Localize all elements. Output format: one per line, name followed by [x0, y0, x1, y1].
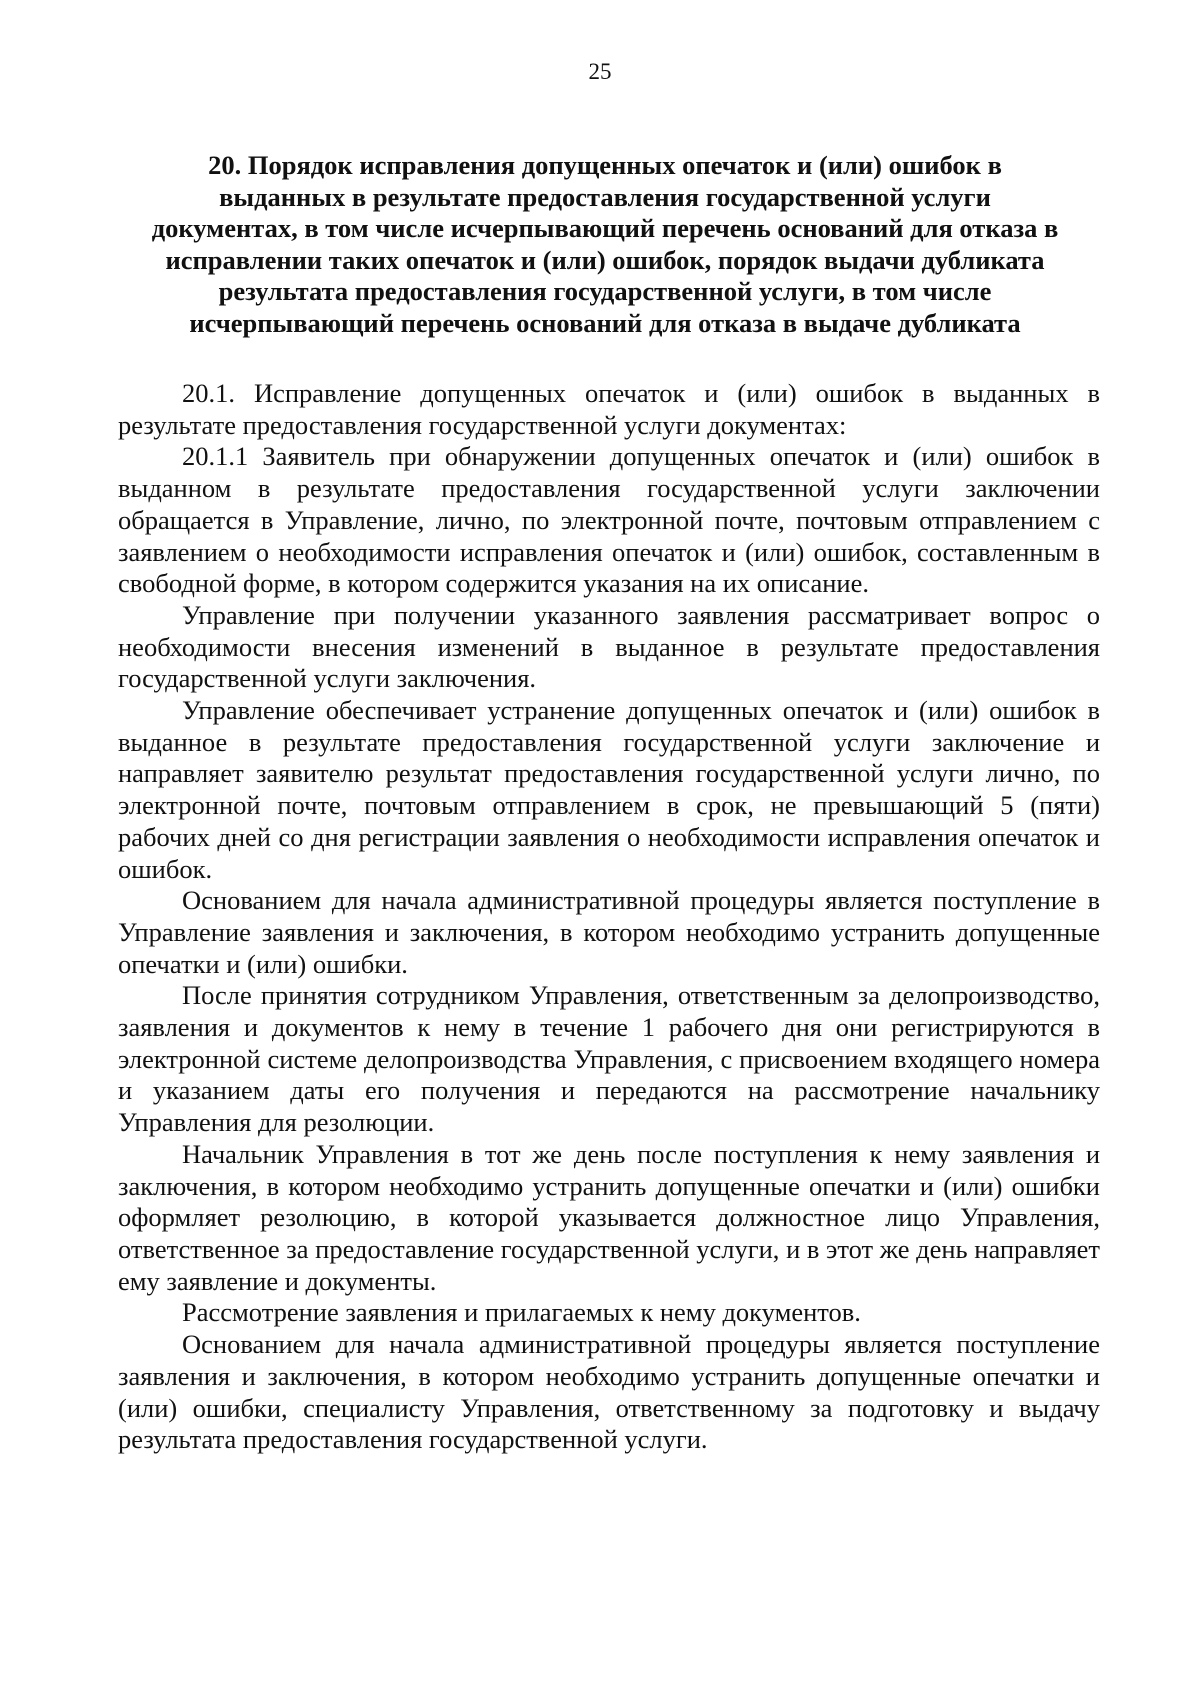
- heading-line: исправлении таких опечаток и (или) ошибок, порядок выдачи дубликата: [165, 244, 1045, 275]
- paragraph-20-1-1: 20.1.1 Заявитель при обнаружении допущенных опечаток и (или) ошибок в выданном в результате предоставления государственной услуги заключении обращается в Управление, лично, по электронной почте, почтовым отправлением с заявлением о необходимости исправления опечаток и (или) ошибок, составленным в свободной форме, в котором содержится указания на их описание.: [118, 441, 1100, 599]
- heading-line: документах, в том числе исчерпывающий перечень оснований для отказа в: [151, 213, 1059, 243]
- paragraph-20-1: 20.1. Исправление допущенных опечаток и (или) ошибок в выданных в результате предоставления государственной услуги документах:: [118, 378, 1100, 440]
- heading-line: 20. Порядок исправления допущенных опечаток и (или) ошибок в: [208, 150, 1002, 180]
- body-paragraph: Основанием для начала административной процедуры является поступление в Управление заявления и заключения, в котором необходимо устранить допущенные опечатки и (или) ошибки.: [118, 885, 1100, 979]
- body-paragraph: Начальник Управления в тот же день после поступления к нему заявления и заключения, в котором необходимо устранить допущенные опечатки и (или) ошибки оформляет резолюцию, в которой указывается должностное лицо Управления, ответственное за предоставление государственной услуги, и в этот же день направляет ему заявление и документы.: [118, 1138, 1100, 1296]
- heading-line: выданных в результате предоставления государственной услуги: [219, 181, 991, 212]
- heading-line: результата предоставления государственной услуги, в том числе: [218, 276, 992, 306]
- document-body: [118, 378, 1100, 1456]
- body-paragraph: Рассмотрение заявления и прилагаемых к нему документов.: [182, 1297, 861, 1328]
- body-paragraph: После принятия сотрудником Управления, ответственным за делопроизводство, заявления и документов к нему в течение 1 рабочего дня они регистрируются в электронной системе делопроизводства Управления, с присвоением входящего номера и указанием даты его получения и передаются на рассмотрение начальнику Управления для резолюции.: [118, 980, 1100, 1138]
- heading-line: исчерпывающий перечень оснований для отказа в выдаче дубликата: [189, 307, 1021, 338]
- section-heading: [110, 150, 1100, 339]
- page-number: 25: [588, 59, 612, 84]
- body-paragraph: Основанием для начала административной процедуры является поступление заявления и заключения, в котором необходимо устранить допущенные опечатки и (или) ошибки, специалисту Управления, ответственному за подготовку и выдачу результата предоставления государственной услуги.: [118, 1329, 1100, 1455]
- body-paragraph: Управление при получении указанного заявления рассматривает вопрос о необходимости внесения изменений в выданное в результате предоставления государственной услуги заключения.: [118, 599, 1100, 694]
- body-paragraph: Управление обеспечивает устранение допущенных опечаток и (или) ошибок в выданное в результате предоставления государственной услуги заключение и направляет заявителю результат предоставления государственной услуги лично, по электронной почте, почтовым отправлением в срок, не превышающий 5 (пяти) рабочих дней со дня регистрации заявления о необходимости исправления опечаток и ошибок.: [118, 695, 1100, 884]
